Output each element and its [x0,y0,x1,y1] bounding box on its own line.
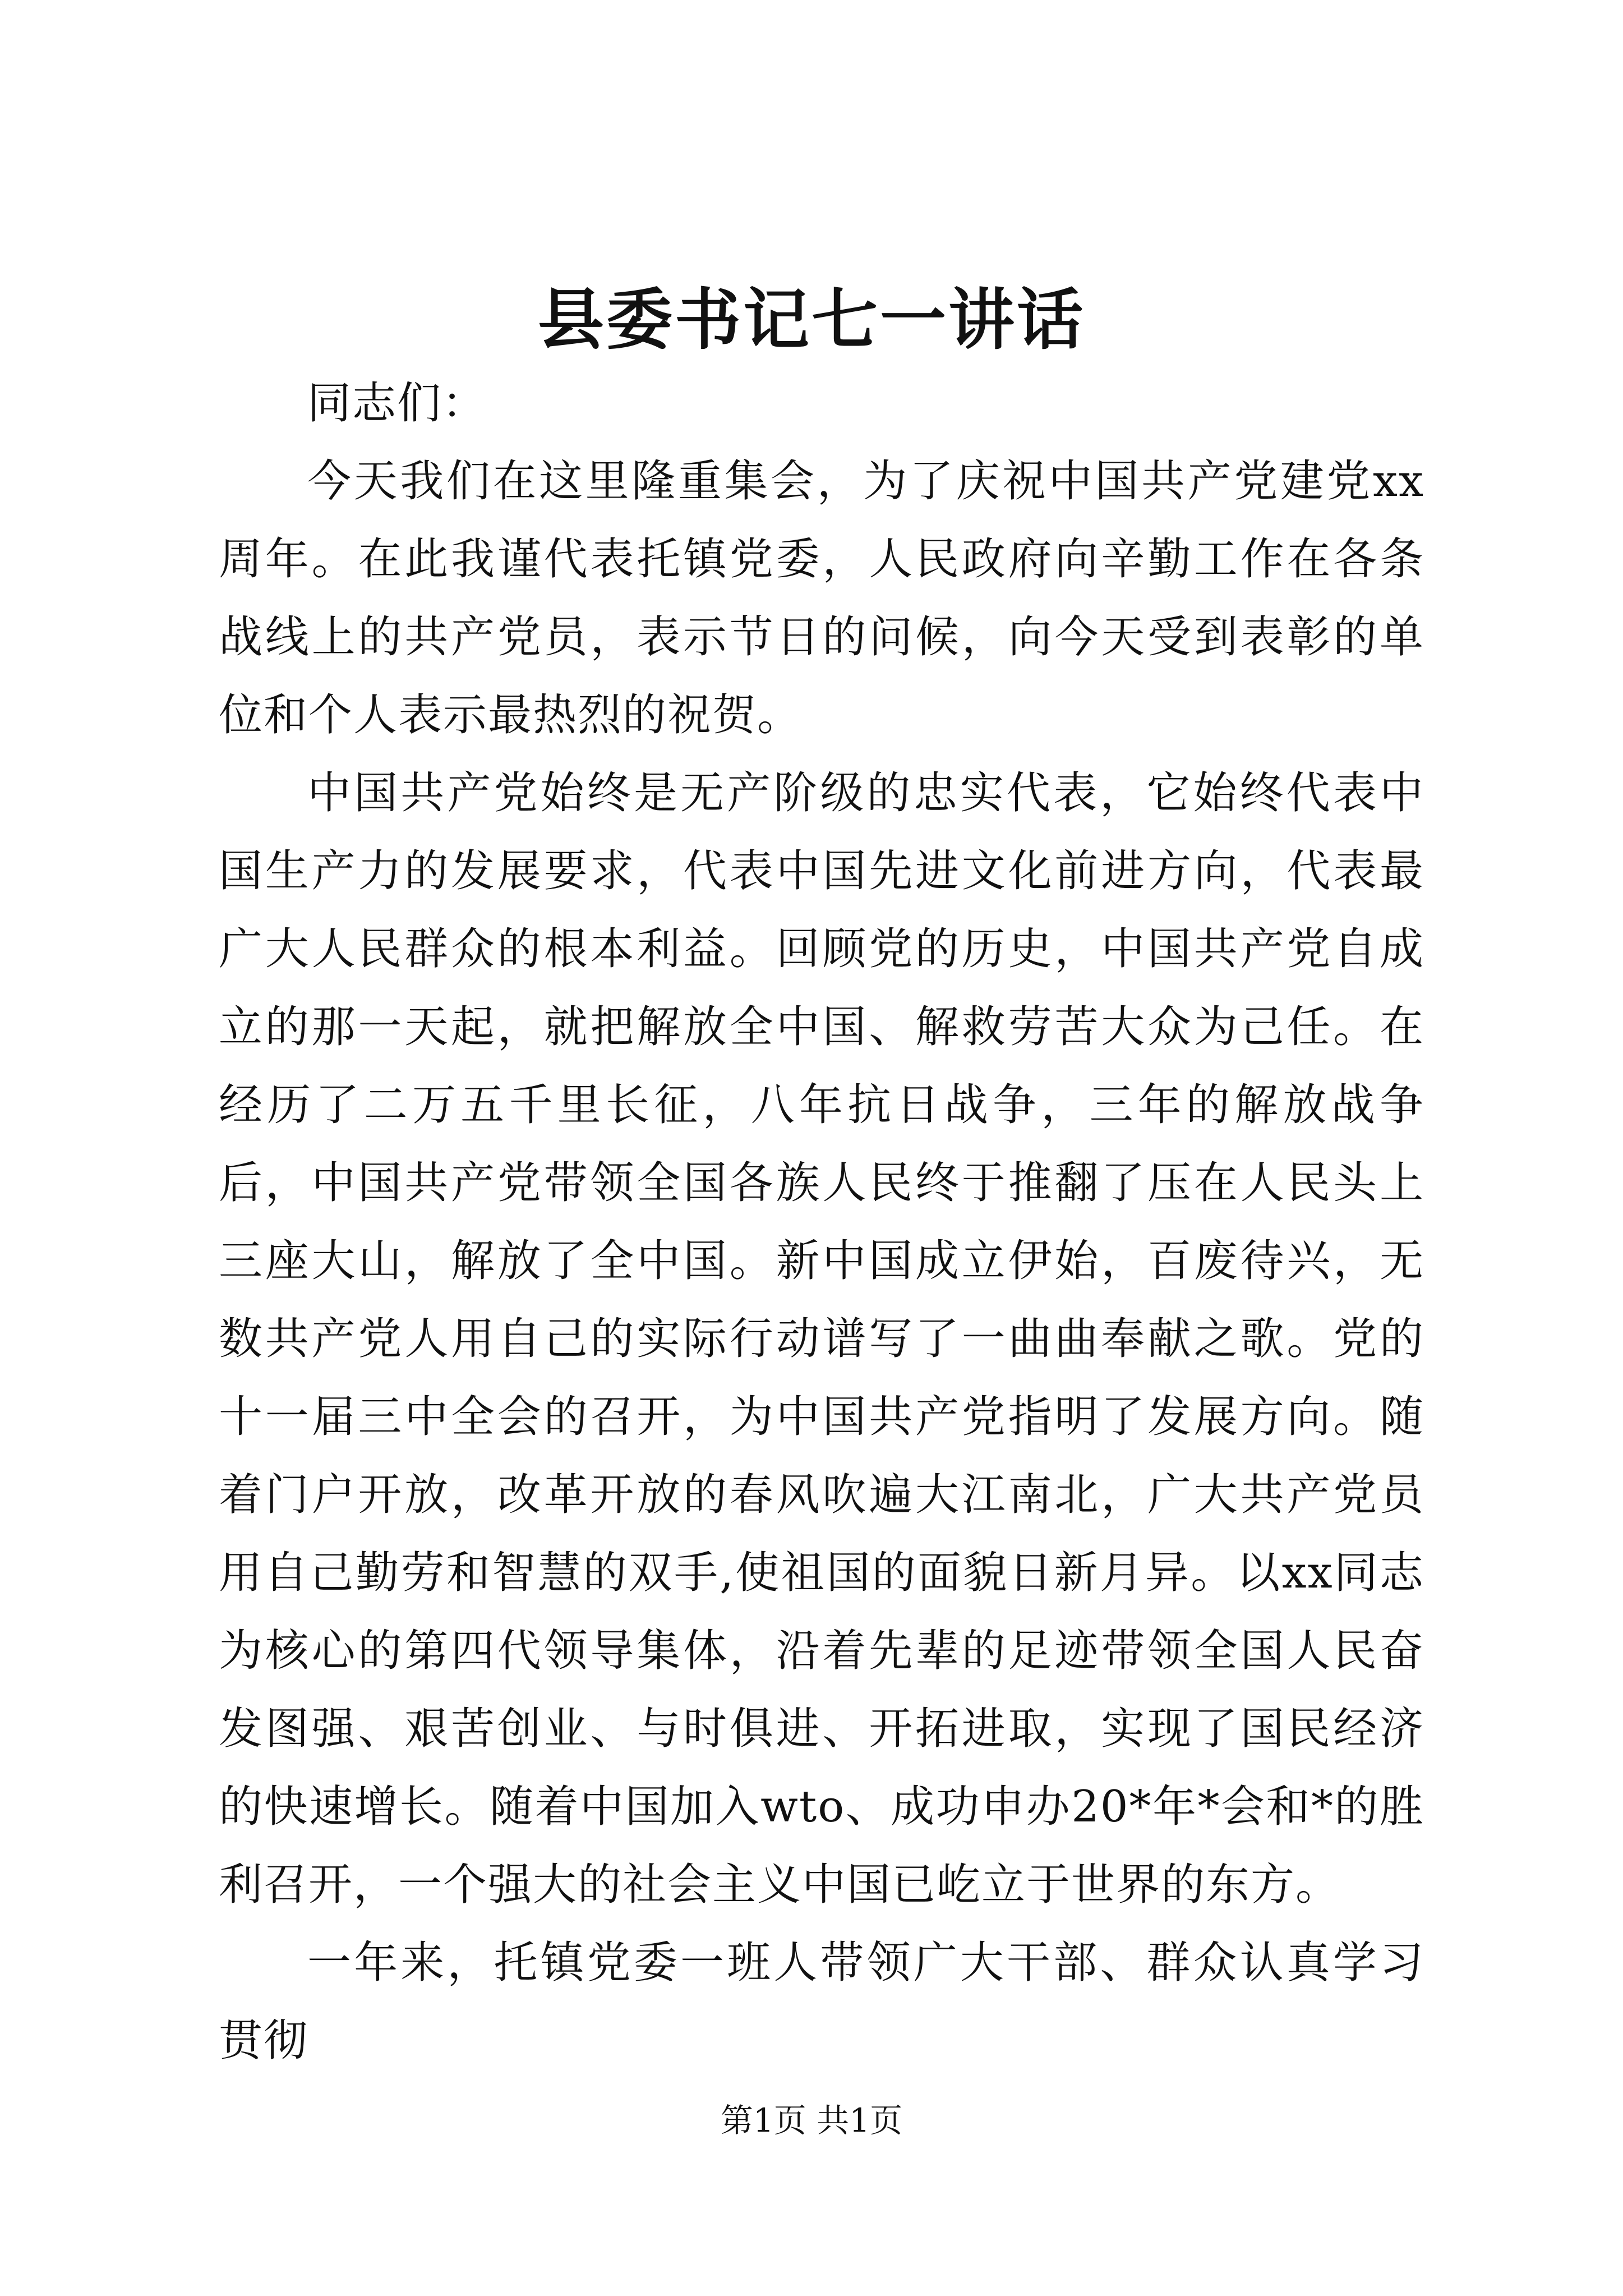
document-title: 县委书记七一讲话 [537,280,1085,358]
body-paragraph: 一年来，托镇党委一班人带领广大干部、群众认真学习贯彻 [219,1938,1424,2066]
body-paragraph: 中国共产党始终是无产阶级的忠实代表，它始终代表中国生产力的发展要求，代表中国先进文化前进方向，代表最广大人民群众的根本利益。回顾党的历史，中国共产党自成立的那一天起，就把解放全中国、解救劳苦大众为己任。在经历了二万五千里长征，八年抗日战争，三年的解放战争后，中国共产党带领全国各族人民终于推翻了压在人民头上三座大山，解放了全中国。新中国成立伊始，百废待兴，无数共产党人用自己的实际行动谱写了一曲曲奉献之歌。党的十一届三中全会的召开，为中国共产党指明了发展方向。随着门户开放，改革开放的春风吹遍大江南北，广大共产党员用自己勤劳和智慧的双手,使祖国的面貌日新月异。以xx同志为核心的第四代领导集体，沿着先辈的足迹带领全国人民奋发图强、艰苦创业、与时俱进、开拓进取，实现了国民经济的快速增长。随着中国加入wto、成功申办20*年*会和*的胜利召开，一个强大的社会主义中国已屹立于世界的东方。 [219,768,1424,1910]
body-paragraph: 今天我们在这里隆重集会，为了庆祝中国共产党建党xx周年。在此我谨代表托镇党委，人民政府向辛勤工作在各条战线上的共产党员，表示节日的问候，向今天受到表彰的单位和个人表示最热烈的祝贺。 [219,456,1424,740]
document-body [219,365,1424,2080]
page-footer: 第1页 共1页 [720,2101,903,2139]
salutation-paragraph: 同志们： [307,378,487,429]
